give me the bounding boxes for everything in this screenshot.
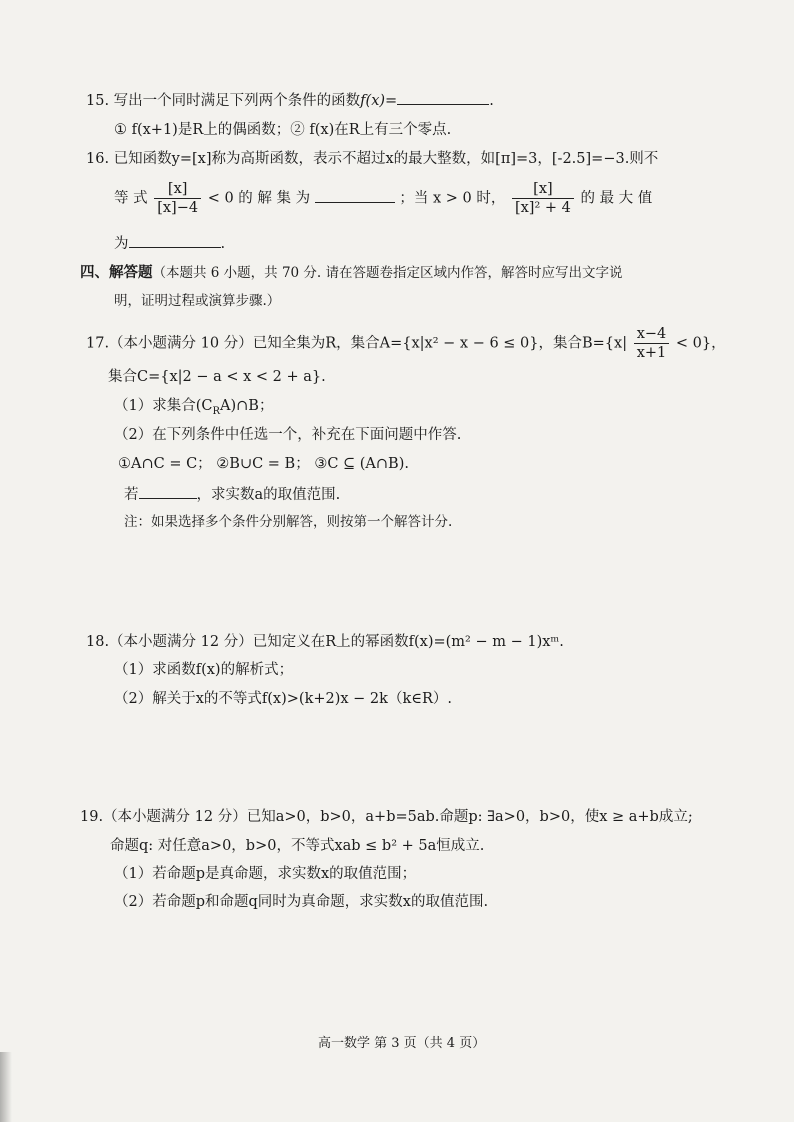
q17-text-b: < 0}，: [675, 335, 726, 352]
q16-text-a: 等 式: [114, 190, 148, 207]
q16-frac1-den: [x]−4: [157, 200, 199, 216]
section4-heading: 四、解答题: [80, 264, 153, 281]
q16-text-c: ；当 x > 0 时，: [399, 190, 506, 207]
q15-fx: f(x)=: [360, 93, 398, 109]
q17-if-line: [124, 484, 340, 505]
q16-text-b: < 0 的 解 集 为: [207, 190, 311, 207]
q18-line1: 18.（本小题满分 12 分）已知定义在R上的幂函数f(x)=(m² − m − 1)xᵐ.: [86, 634, 564, 650]
q15-text: 15. 写出一个同时满足下列两个条件的函数: [86, 93, 361, 109]
q15-period: .: [489, 93, 494, 109]
q17-if-text-b: ，求实数a的取值范围.: [196, 487, 341, 503]
q16-frac1-num: [x]: [154, 180, 201, 199]
q18-part2: （2）解关于x的不等式f(x)>(k+2)x − 2k（k∈R）.: [114, 691, 452, 707]
q15-line2: ① f(x+1)是R上的偶函数；② f(x)在R上有三个零点.: [114, 122, 452, 138]
q19-line2: 命题q: 对任意a>0，b>0，不等式xab ≤ b² + 5a恒成立.: [110, 838, 485, 854]
q17-fraction: [634, 325, 670, 362]
q19-line1: 19.（本小题满分 12 分）已知a>0，b>0，a+b=5ab.命题p: ∃a>0，b>0，使x ≥ a+b成立;: [80, 809, 693, 825]
section4-header: [80, 263, 623, 283]
q17-part2: （2）在下列条件中任选一个，补充在下面问题中作答.: [114, 427, 462, 443]
q17-part1: [114, 396, 273, 422]
q16-frac2-num: [x]: [512, 180, 574, 199]
q16-text-e: 为: [114, 236, 129, 252]
section4-desc-1: （本题共 6 小题，共 70 分. 请在答题卷指定区域内作答，解答时应写出文字说: [152, 265, 623, 281]
q17-line1: [86, 325, 726, 362]
q16-answer-blank-1[interactable]: [315, 188, 395, 203]
q17-part1-sub: R: [212, 405, 221, 417]
section4-desc-2: 明，证明过程或演算步骤.）: [114, 293, 281, 309]
q16-frac2-den: [x]² + 4: [514, 200, 571, 216]
q16-text-d: 的 最 大 值: [580, 190, 653, 207]
q16-answer-blank-2[interactable]: [129, 233, 221, 248]
q16-line3: [114, 233, 225, 254]
q16-line2: [114, 180, 652, 217]
scan-shadow: [0, 1052, 12, 1122]
q19-part1: （1）若命题p是真命题，求实数x的取值范围；: [114, 866, 417, 882]
q17-line2: 集合C={x|2 − a < x < 2 + a}.: [108, 369, 326, 385]
q17-condition-blank[interactable]: [139, 484, 197, 499]
q15-line1: [86, 90, 494, 111]
q16-fraction-1: [154, 180, 201, 217]
q15-answer-blank[interactable]: [397, 90, 489, 105]
q17-frac-den: x+1: [636, 345, 667, 361]
q17-options: ①A∩C = C； ②B∪C = B； ③C ⊆ (A∩B).: [118, 456, 409, 472]
q16-period: .: [220, 236, 226, 252]
q17-if-text-a: 若: [124, 487, 139, 503]
q17-text-a: 17.（本小题满分 10 分）已知全集为R，集合A={x|x² − x − 6 ≤ 0}，集合B={x|: [86, 335, 628, 352]
q17-frac-num: x−4: [634, 325, 670, 344]
q18-part1: （1）求函数f(x)的解析式；: [114, 662, 294, 678]
q16-fraction-2: [512, 180, 574, 217]
q16-line1: 16. 已知函数y=[x]称为高斯函数，表示不超过x的最大整数，如[π]=3，[-2.5]=−3.则不: [86, 151, 659, 167]
page-footer: 高一数学 第 3 页（共 4 页）: [318, 1036, 486, 1051]
q17-part1-text: （1）求集合(C: [114, 398, 213, 414]
q17-note: 注：如果选择多个条件分别解答，则按第一个解答计分.: [124, 514, 453, 530]
q19-part2: （2）若命题p和命题q同时为真命题，求实数x的取值范围.: [114, 894, 489, 910]
q17-part1-end: A)∩B；: [220, 398, 274, 414]
